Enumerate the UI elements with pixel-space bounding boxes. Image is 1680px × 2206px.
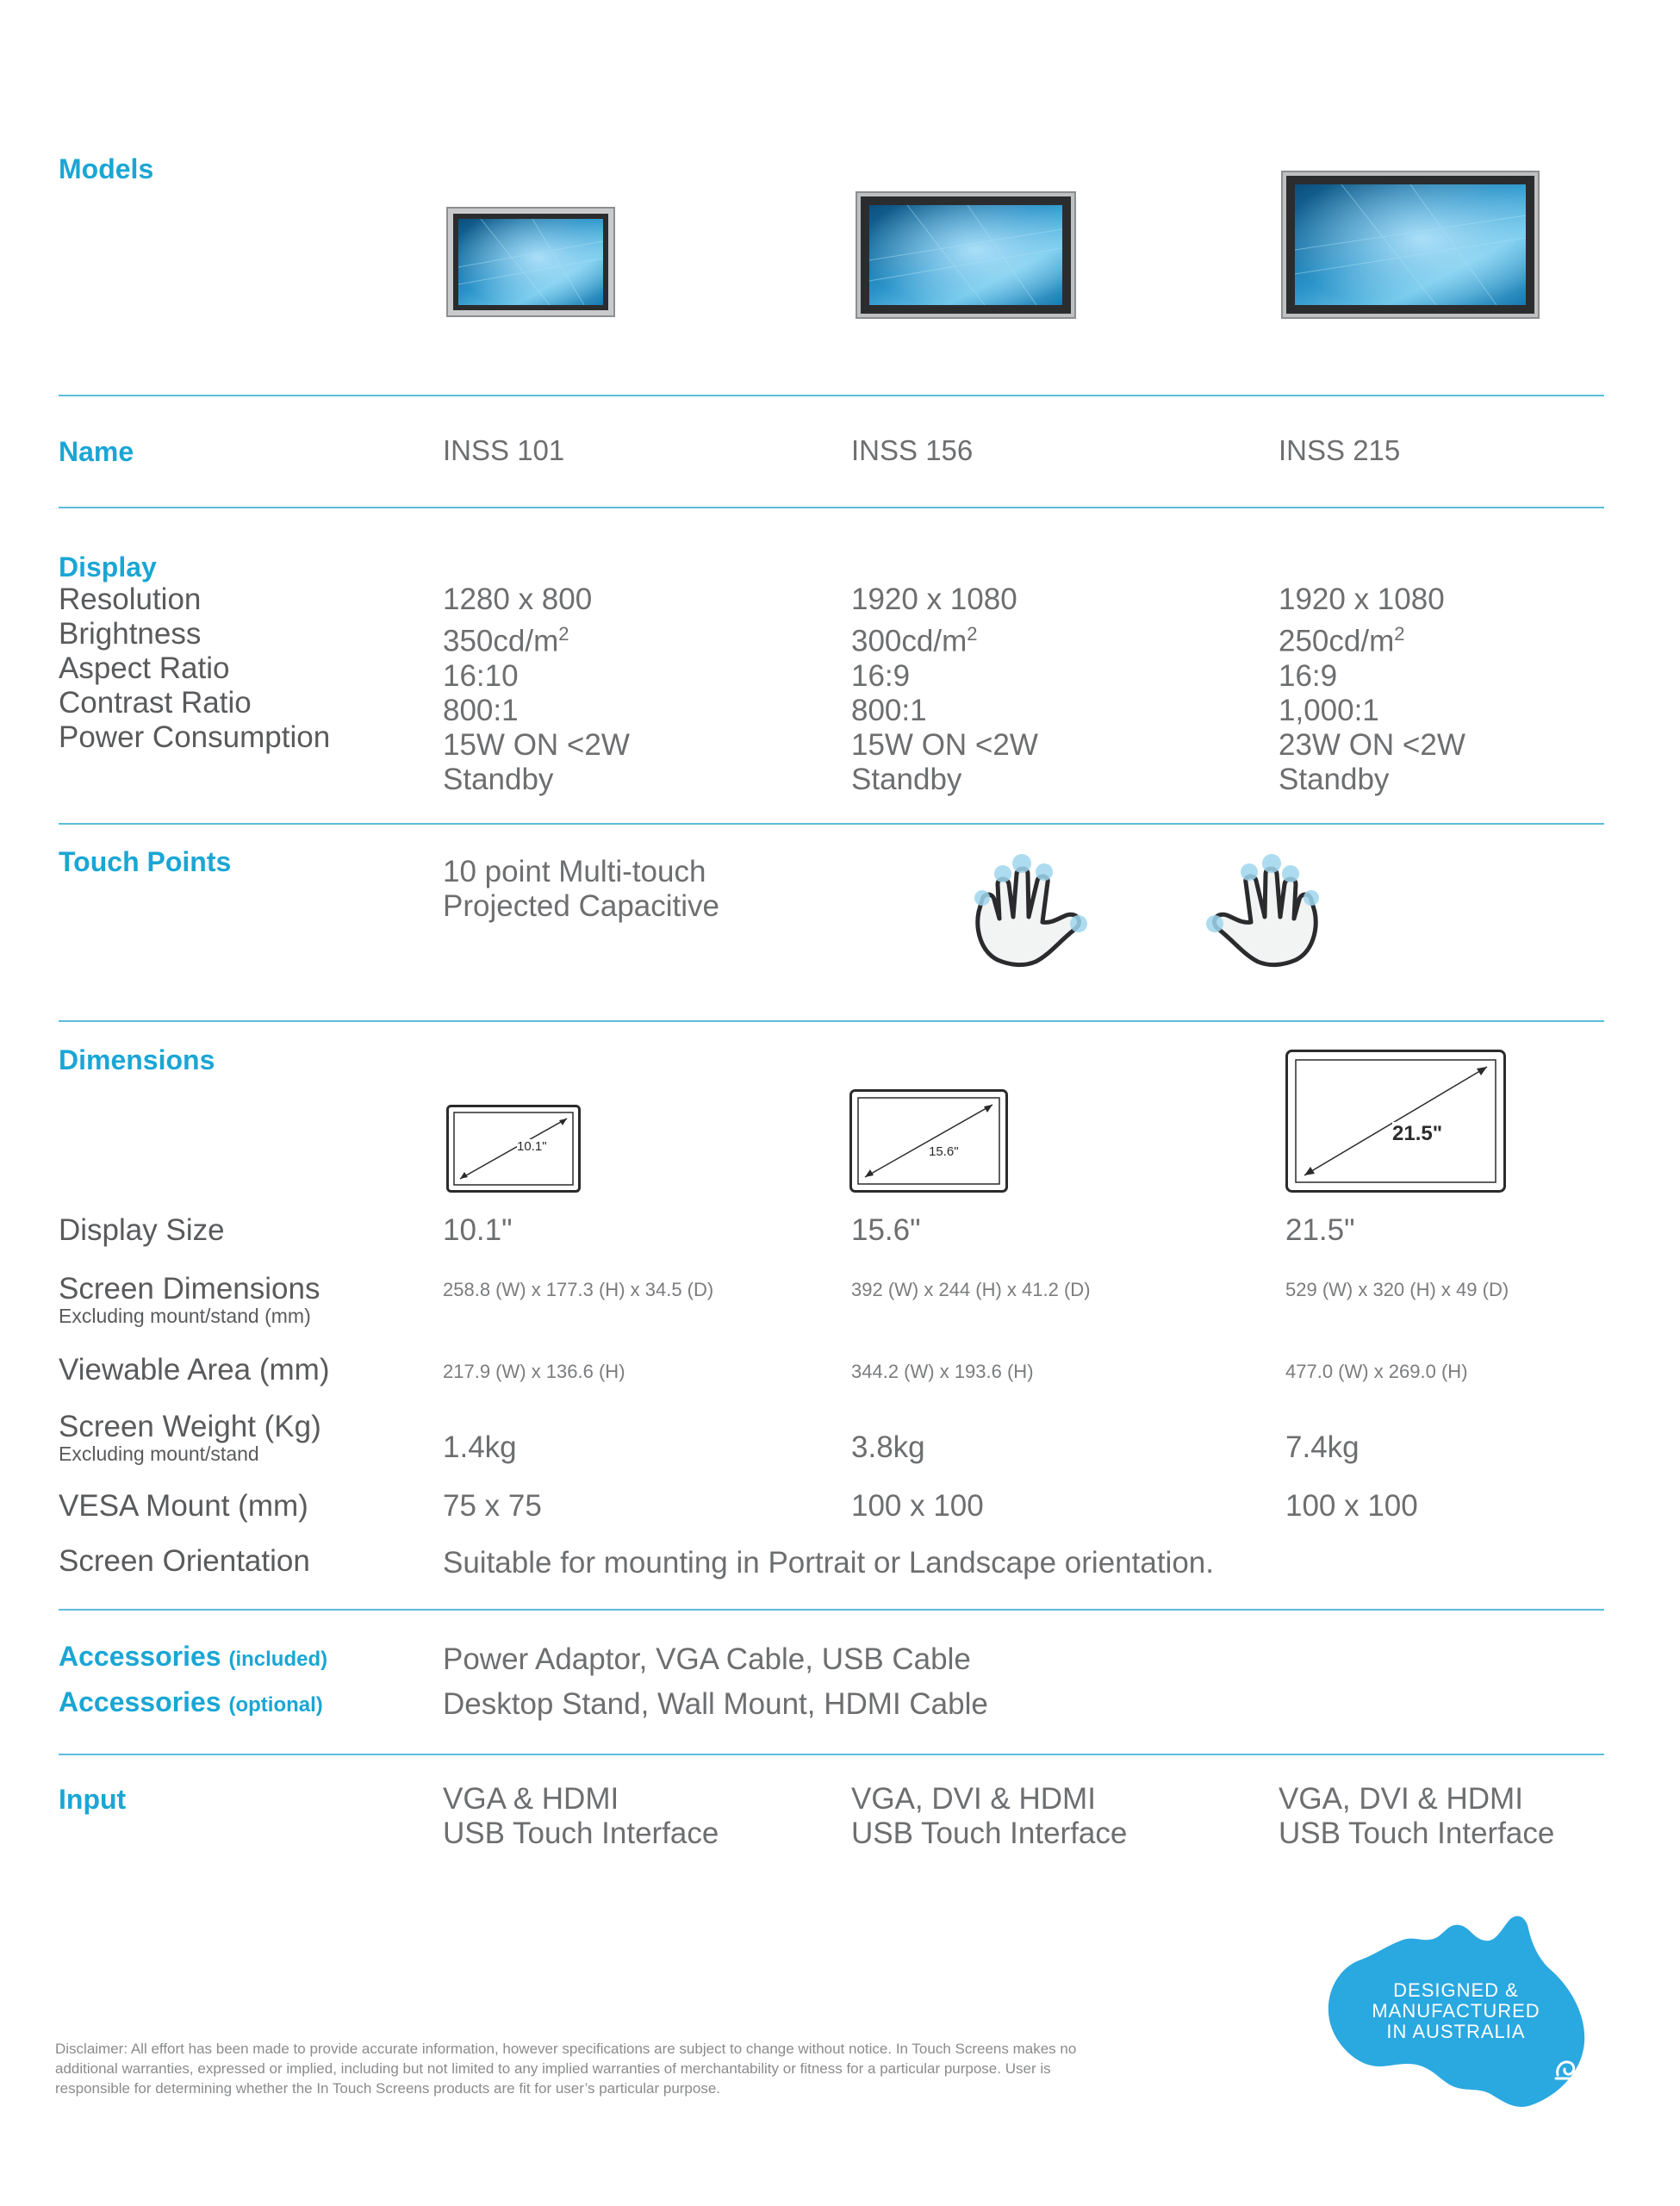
viewable-area-inss-101: 217.9 (W) x 136.6 (H)	[443, 1361, 625, 1382]
display-values-inss-101	[443, 583, 630, 797]
label-screen-orientation: Screen Orientation	[59, 1544, 310, 1578]
viewable-area-inss-156: 344.2 (W) x 193.6 (H)	[851, 1361, 1034, 1382]
touch-line-2: Projected Capacitive	[443, 889, 719, 923]
accessories-optional-value: Desktop Stand, Wall Mount, HDMI Cable	[443, 1687, 988, 1721]
label-power-consumption: Power Consumption	[59, 720, 331, 754]
input-values-inss-156	[851, 1782, 1127, 1851]
input-line-1: VGA, DVI & HDMI	[851, 1782, 1096, 1816]
section-title-accessories-included: Accessories (included)	[59, 1641, 328, 1672]
divider	[59, 507, 1604, 508]
power-value: 23W ON <2W	[1279, 727, 1465, 762]
power-value: 15W ON <2W	[851, 727, 1038, 762]
power-standby-value: Standby	[443, 762, 554, 796]
weight-inss-156: 3.8kg	[851, 1430, 925, 1464]
model-name-inss-156: INSS 156	[851, 434, 974, 466]
aspect-ratio-value: 16:10	[443, 658, 519, 693]
hand-icon	[1158, 850, 1330, 979]
disclaimer-text: Disclaimer: All effort has been made to provide accurate information, however specifications are subject to change without notice. In Touch Screens makes no additional warranties, expressed or implied, including but not limited to any implied warranties of merchantability or fitness for a particular purpose. User is responsible for determining whether the In Touch Screens products are fit for user’s particular purpose.	[55, 2041, 1077, 2097]
input-line-1: VGA & HDMI	[443, 1782, 619, 1816]
section-title-dimensions: Dimensions	[59, 1044, 215, 1075]
resolution-value: 1920 x 1080	[851, 583, 1017, 616]
display-size-inss-101: 10.1"	[443, 1213, 513, 1247]
badge-text: DESIGNED & MANUFACTURED IN AUSTRALIA	[1372, 1979, 1540, 2042]
input-line-1: VGA, DVI & HDMI	[1279, 1782, 1523, 1816]
diagonal-diagram-inss-156	[849, 1089, 1008, 1193]
aspect-ratio-value: 16:9	[1279, 658, 1338, 693]
accessories-included-value: Power Adaptor, VGA Cable, USB Cable	[443, 1642, 971, 1676]
label-screen-dimensions: Screen Dimensions	[59, 1272, 320, 1306]
brightness-value: $300cd/m^2$	[851, 623, 978, 658]
resolution-value: 1920 x 1080	[1279, 583, 1445, 616]
diagonal-label: 15.6"	[929, 1144, 959, 1159]
label-screen-weight-note: Excluding mount/stand	[59, 1443, 259, 1465]
weight-inss-215: 7.4kg	[1285, 1430, 1360, 1464]
hand-icon	[963, 850, 1136, 979]
display-size-inss-215: 21.5"	[1285, 1213, 1355, 1247]
resolution-value: 1280 x 800	[443, 583, 593, 616]
divider	[59, 395, 1604, 396]
vesa-inss-215: 100 x 100	[1285, 1489, 1418, 1523]
brightness-value: $250cd/m^2$	[1279, 623, 1405, 658]
section-title-accessories-optional: Accessories (optional)	[59, 1686, 323, 1717]
display-values-inss-215	[1279, 583, 1465, 797]
section-title-input: Input	[59, 1784, 127, 1815]
display-size-inss-156: 15.6"	[851, 1213, 921, 1247]
touch-values	[443, 855, 719, 924]
section-title-models: Models	[59, 153, 154, 184]
label-screen-weight: Screen Weight (Kg)	[59, 1410, 321, 1443]
viewable-area-inss-215: 477.0 (W) x 269.0 (H)	[1285, 1361, 1468, 1382]
orientation-value: Suitable for mounting in Portrait or Landscape orientation.	[443, 1546, 1214, 1580]
diagonal-label: 21.5"	[1392, 1122, 1443, 1145]
divider	[59, 1609, 1604, 1611]
diagonal-label: 10.1"	[517, 1139, 547, 1154]
power-value: 15W ON <2W	[443, 727, 630, 762]
power-standby-value: Standby	[851, 762, 962, 796]
label-resolution: Resolution	[59, 583, 202, 616]
screen-dimensions-inss-215: 529 (W) x 320 (H) x 49 (D)	[1285, 1279, 1509, 1300]
divider	[59, 1754, 1604, 1755]
label-aspect-ratio: Aspect Ratio	[59, 651, 230, 685]
monitor-image-inss-215	[1281, 171, 1540, 319]
input-line-2: USB Touch Interface	[443, 1817, 719, 1850]
monitor-image-inss-101	[446, 207, 615, 317]
diagonal-diagram-inss-101	[446, 1105, 581, 1193]
section-title-display: Display	[59, 552, 157, 583]
contrast-ratio-value: 1,000:1	[1279, 693, 1379, 727]
diagonal-diagram-inss-215	[1285, 1050, 1506, 1193]
weight-inss-101: 1.4kg	[443, 1430, 517, 1464]
display-labels	[59, 583, 330, 755]
in-touch-logo-icon	[1552, 2056, 1578, 2082]
label-vesa-mount: VESA Mount (mm)	[59, 1489, 308, 1523]
section-title-touch-points: Touch Points	[59, 846, 232, 877]
label-brightness: Brightness	[59, 617, 202, 651]
screen-dimensions-inss-101: 258.8 (W) x 177.3 (H) x 34.5 (D)	[443, 1279, 714, 1300]
contrast-ratio-value: 800:1	[851, 693, 927, 727]
section-title-name: Name	[59, 436, 134, 467]
touch-line-1: 10 point Multi-touch	[443, 855, 706, 888]
divider	[59, 823, 1604, 825]
brightness-value: $350cd/m^2$	[443, 623, 569, 658]
input-line-2: USB Touch Interface	[851, 1817, 1128, 1850]
contrast-ratio-value: 800:1	[443, 693, 519, 727]
input-values-inss-101	[443, 1782, 719, 1851]
aspect-ratio-value: 16:9	[851, 658, 911, 693]
label-contrast-ratio: Contrast Ratio	[59, 686, 252, 720]
label-viewable-area: Viewable Area (mm)	[59, 1353, 330, 1387]
display-values-inss-156	[851, 583, 1038, 797]
input-values-inss-215	[1279, 1782, 1554, 1851]
power-standby-value: Standby	[1279, 762, 1390, 796]
screen-dimensions-inss-156: 392 (W) x 244 (H) x 41.2 (D)	[851, 1279, 1091, 1300]
vesa-inss-101: 75 x 75	[443, 1489, 542, 1523]
label-screen-dimensions-note: Excluding mount/stand (mm)	[59, 1305, 311, 1327]
model-name-inss-215: INSS 215	[1279, 434, 1401, 466]
australia-badge	[1318, 1910, 1611, 2116]
input-line-2: USB Touch Interface	[1279, 1817, 1555, 1850]
divider	[59, 1020, 1604, 1022]
model-name-inss-101: INSS 101	[443, 434, 565, 466]
label-display-size: Display Size	[59, 1213, 225, 1247]
monitor-image-inss-156	[856, 191, 1076, 319]
vesa-inss-156: 100 x 100	[851, 1489, 984, 1523]
